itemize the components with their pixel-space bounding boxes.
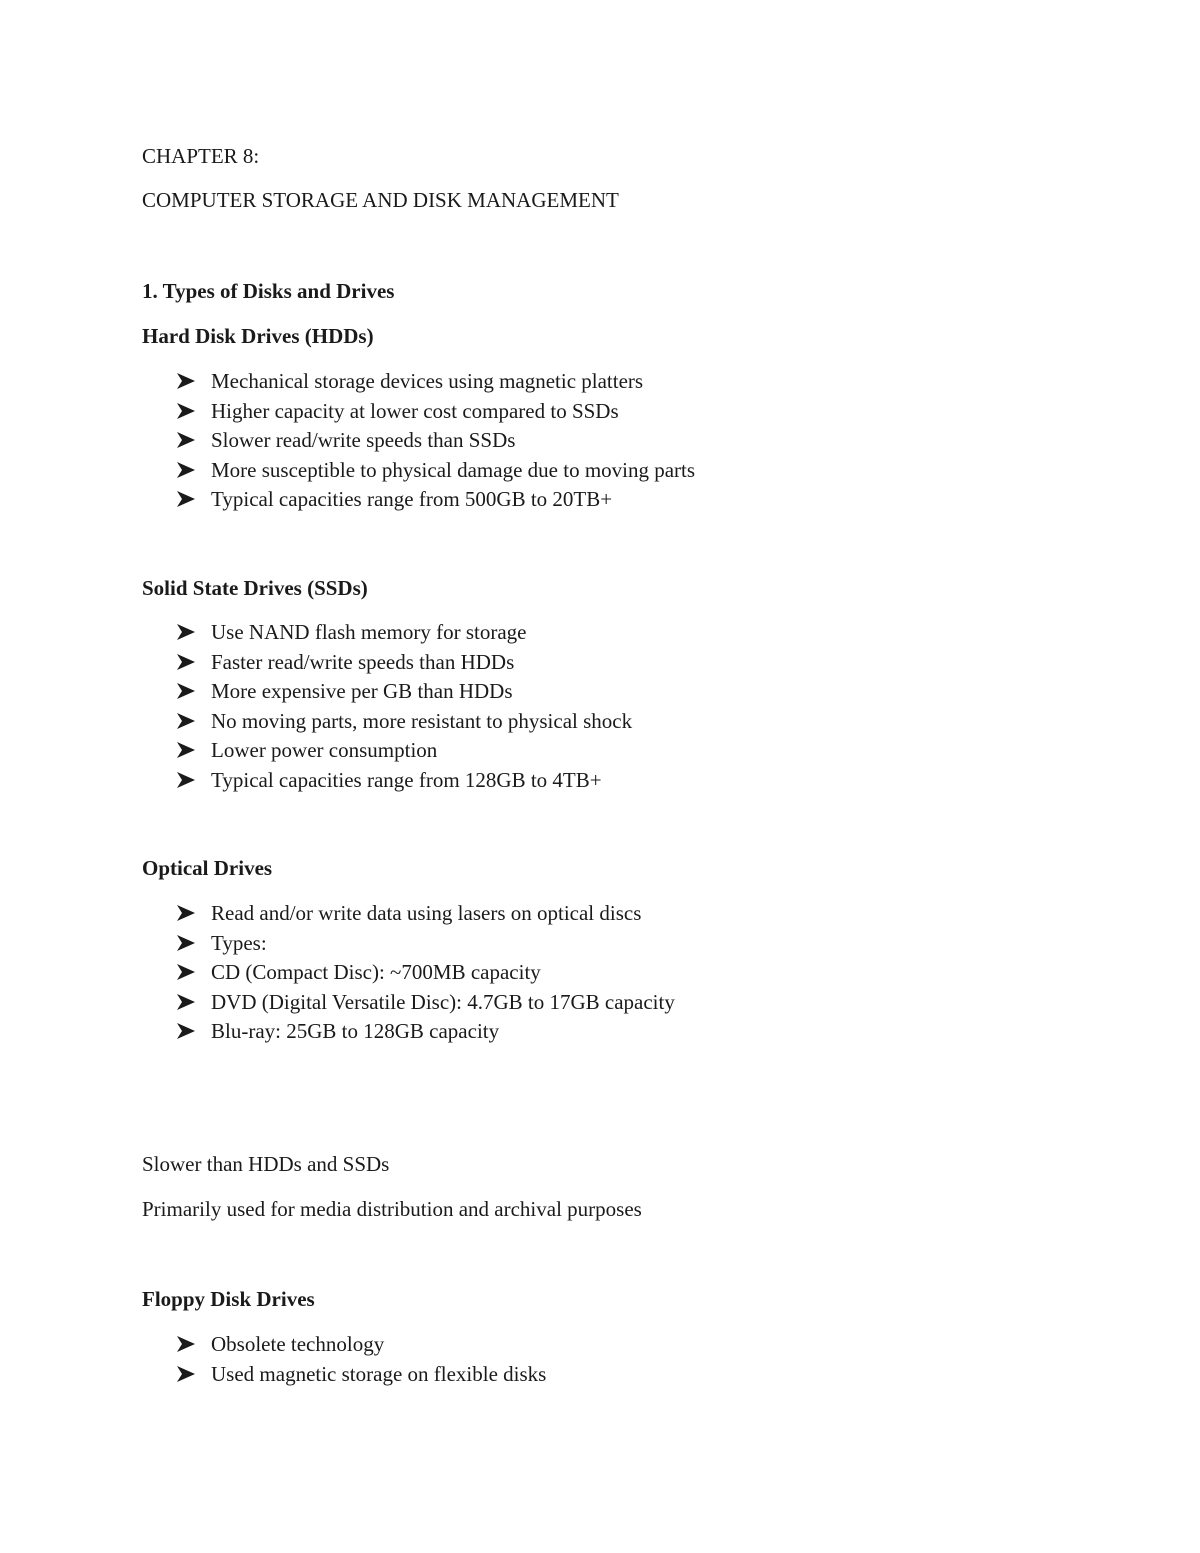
arrowhead-bullet-icon [176,372,196,390]
optical-bullet-list [142,900,675,1048]
list-item: CD (Compact Disc): ~700MB capacity [142,959,675,989]
arrowhead-bullet-icon [176,490,196,508]
chapter-number: CHAPTER 8: [142,144,260,168]
arrowhead-bullet-icon [176,461,196,479]
arrowhead-bullet-icon [176,682,196,700]
arrowhead-bullet-icon [176,1022,196,1040]
floppy-heading: Floppy Disk Drives [142,1287,315,1311]
list-item: Faster read/write speeds than HDDs [142,649,632,679]
optical-note: Primarily used for media distribution and archival purposes [142,1197,642,1221]
chapter-title: COMPUTER STORAGE AND DISK MANAGEMENT [142,188,619,212]
list-item: Mechanical storage devices using magnetic platters [142,368,695,398]
list-item: Blu-ray: 25GB to 128GB capacity [142,1018,675,1048]
arrowhead-bullet-icon [176,1365,196,1383]
list-item: Used magnetic storage on flexible disks [142,1361,546,1391]
arrowhead-bullet-icon [176,431,196,449]
arrowhead-bullet-icon [176,934,196,952]
list-item: Types: [142,930,675,960]
arrowhead-bullet-icon [176,653,196,671]
list-item: Slower read/write speeds than SSDs [142,427,695,457]
hdd-bullet-list [142,368,695,516]
arrowhead-bullet-icon [176,623,196,641]
floppy-bullet-list [142,1331,546,1390]
list-item: More expensive per GB than HDDs [142,678,632,708]
arrowhead-bullet-icon [176,1335,196,1353]
arrowhead-bullet-icon [176,712,196,730]
ssd-heading: Solid State Drives (SSDs) [142,576,368,600]
arrowhead-bullet-icon [176,402,196,420]
list-item: Lower power consumption [142,737,632,767]
optical-heading: Optical Drives [142,856,273,880]
list-item: Higher capacity at lower cost compared to SSDs [142,398,695,428]
arrowhead-bullet-icon [176,993,196,1011]
list-item: No moving parts, more resistant to physical shock [142,708,632,738]
arrowhead-bullet-icon [176,904,196,922]
hdd-heading: Hard Disk Drives (HDDs) [142,324,374,348]
list-item: More susceptible to physical damage due to moving parts [142,457,695,487]
arrowhead-bullet-icon [176,741,196,759]
list-item: Typical capacities range from 128GB to 4TB+ [142,767,632,797]
list-item: Typical capacities range from 500GB to 20TB+ [142,486,695,516]
arrowhead-bullet-icon [176,771,196,789]
ssd-bullet-list [142,619,632,796]
list-item: Read and/or write data using lasers on optical discs [142,900,675,930]
optical-note: Slower than HDDs and SSDs [142,1152,390,1176]
arrowhead-bullet-icon [176,963,196,981]
list-item: DVD (Digital Versatile Disc): 4.7GB to 17GB capacity [142,989,675,1019]
list-item: Obsolete technology [142,1331,546,1361]
section-heading: 1. Types of Disks and Drives [142,279,395,303]
list-item: Use NAND flash memory for storage [142,619,632,649]
